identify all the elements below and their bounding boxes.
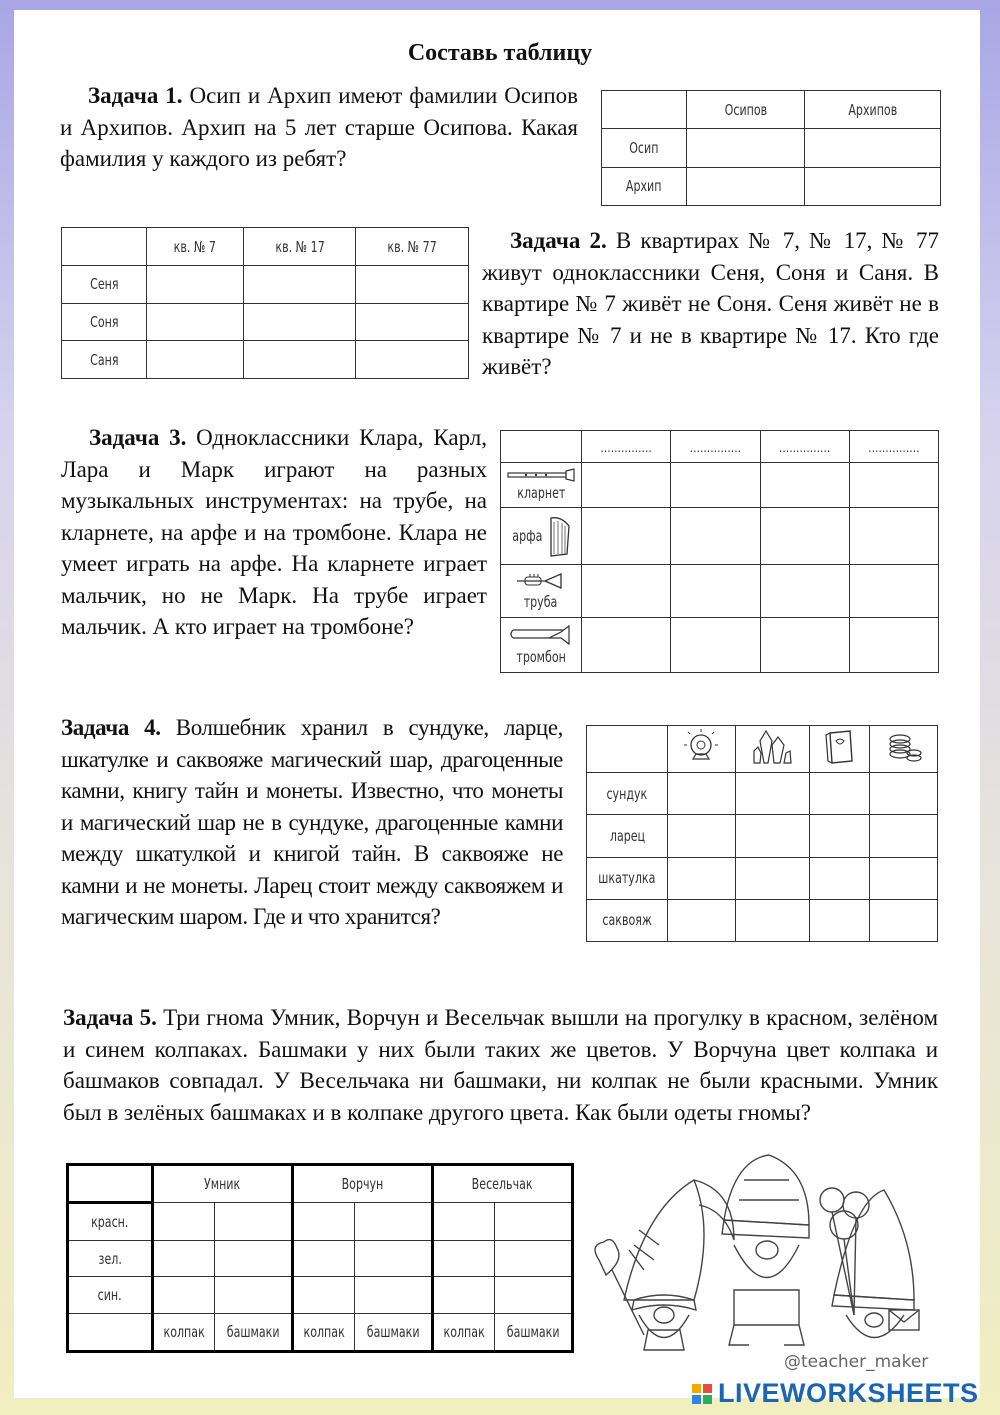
task3-text xyxy=(61,422,487,643)
column-header[interactable]: ............... xyxy=(760,431,849,463)
answer-cell[interactable] xyxy=(870,773,938,815)
row-header: Саня xyxy=(62,341,147,379)
task5-label: Задача 5. xyxy=(63,1005,157,1030)
column-header: кв. № 7 xyxy=(147,228,244,266)
task4-table xyxy=(586,725,938,942)
gnome-right-icon xyxy=(820,1188,919,1338)
row-header: син. xyxy=(68,1277,153,1313)
answer-cell[interactable] xyxy=(668,773,736,815)
sub-header: колпак xyxy=(292,1313,354,1351)
answer-cell[interactable] xyxy=(735,815,809,857)
answer-cell[interactable] xyxy=(354,1203,432,1241)
row-label: тромбон xyxy=(516,647,566,666)
answer-cell[interactable] xyxy=(292,1241,354,1277)
task4-body: Волшебник хранил в сундуке, ларце, шкатулке и саквояже магический шар, драгоценные камни, книгу тайн и монеты. Известно, что монеты и магический шар не в сундуке, драгоценные камни между шкатулкой и книгой тайн. В саквояже не камни и не монеты. Ларец стоит между саквояжем и магическим шаром. Где и что хранится? xyxy=(61,715,563,929)
answer-cell[interactable] xyxy=(147,266,244,304)
task2-body: В квартирах № 7, № 17, № 77 живут одноклассники Сеня, Соня и Саня. В квартире № 7 живёт не Соня. Сеня живёт не в квартире № 7 и не в квартире № 17. Кто где живёт? xyxy=(482,228,940,379)
answer-cell[interactable] xyxy=(668,899,736,941)
task1-label: Задача 1. xyxy=(88,83,183,108)
answer-cell[interactable] xyxy=(870,857,938,899)
answer-cell[interactable] xyxy=(849,565,938,618)
corner-cell xyxy=(68,1165,153,1203)
task3-body: Одноклассники Клара, Карл, Лара и Марк играют на разных музыкальных инструментах: на трубе, на кларнете, на арфе и на тромбоне. Клара не умеет играть на арфе. На кларнете играет мальчик, но не Марк. На трубе играет мальчик. А кто играет на тромбоне? xyxy=(61,425,487,639)
task3-table xyxy=(500,430,939,673)
row-header: красн. xyxy=(68,1203,153,1241)
row-header xyxy=(501,507,582,565)
column-header: кв. № 17 xyxy=(243,228,356,266)
brand-name: LIVEWORKSHEETS xyxy=(718,1378,979,1408)
answer-cell[interactable] xyxy=(494,1277,572,1313)
row-label: труба xyxy=(524,593,558,612)
answer-cell[interactable] xyxy=(735,773,809,815)
answer-cell[interactable] xyxy=(356,303,469,341)
column-header: Архипов xyxy=(805,91,941,129)
row-label: кларнет xyxy=(516,483,566,502)
book-icon xyxy=(822,727,858,767)
gnome-center-icon xyxy=(722,1155,809,1345)
trombone-icon xyxy=(509,624,573,646)
clarinet-icon xyxy=(506,468,576,482)
task2-table xyxy=(61,227,469,379)
answer-cell[interactable] xyxy=(687,129,805,168)
answer-cell[interactable] xyxy=(582,463,671,508)
gems-icon xyxy=(750,727,794,767)
answer-cell[interactable] xyxy=(153,1277,215,1313)
liveworksheets-icon xyxy=(692,1384,712,1404)
answer-cell[interactable] xyxy=(147,303,244,341)
task5-body: Три гнома Умник, Ворчун и Весельчак вышли на прогулку в красном, зелёном и синем колпаках. Башмаки у них были таких же цветов. У Ворчуна цвет колпака и башмаков совпадал. У Весельчака ни башмаки, ни колпак не были красными. Умник был в зелёных башмаках и в колпаке другого цвета. Как были одеты гномы? xyxy=(63,1005,939,1125)
answer-cell[interactable] xyxy=(760,507,849,565)
answer-cell[interactable] xyxy=(809,899,870,941)
task3-label: Задача 3. xyxy=(89,425,187,450)
answer-cell[interactable] xyxy=(671,565,760,618)
answer-cell[interactable] xyxy=(153,1203,215,1241)
answer-cell[interactable] xyxy=(356,266,469,304)
task1-text xyxy=(60,80,578,175)
answer-cell[interactable] xyxy=(356,341,469,379)
row-header: Архип xyxy=(602,167,687,206)
column-header xyxy=(870,726,938,773)
column-header xyxy=(735,726,809,773)
sub-header: колпак xyxy=(432,1313,494,1351)
answer-cell[interactable] xyxy=(147,341,244,379)
trumpet-icon xyxy=(515,571,567,591)
column-header[interactable]: ............... xyxy=(849,431,938,463)
answer-cell[interactable] xyxy=(735,857,809,899)
answer-cell[interactable] xyxy=(292,1203,354,1241)
page-title: Составь таблицу xyxy=(407,40,593,66)
gnome-header: Умник xyxy=(153,1165,293,1203)
row-header: зел. xyxy=(68,1241,153,1277)
task4-text xyxy=(61,712,563,933)
answer-cell[interactable] xyxy=(809,815,870,857)
answer-cell[interactable] xyxy=(760,565,849,618)
answer-cell[interactable] xyxy=(243,266,356,304)
answer-cell[interactable] xyxy=(687,167,805,206)
answer-cell[interactable] xyxy=(849,507,938,565)
answer-cell[interactable] xyxy=(809,773,870,815)
answer-cell[interactable] xyxy=(494,1203,572,1241)
author-handle: @teacher_maker xyxy=(784,1352,929,1372)
answer-cell[interactable] xyxy=(870,899,938,941)
row-header xyxy=(501,565,582,618)
answer-cell[interactable] xyxy=(582,617,671,672)
row-header xyxy=(501,463,582,508)
row-header: Осип xyxy=(602,129,687,168)
sub-header: башмаки xyxy=(494,1313,572,1351)
sub-header: колпак xyxy=(153,1313,215,1351)
column-header xyxy=(809,726,870,773)
column-header[interactable]: ............... xyxy=(582,431,671,463)
answer-cell[interactable] xyxy=(494,1241,572,1277)
answer-cell[interactable] xyxy=(214,1203,292,1241)
answer-cell[interactable] xyxy=(214,1241,292,1277)
answer-cell[interactable] xyxy=(849,463,938,508)
row-header: саквояж xyxy=(587,899,668,941)
corner-cell xyxy=(62,228,147,266)
sub-header: башмаки xyxy=(214,1313,292,1351)
answer-cell[interactable] xyxy=(214,1277,292,1313)
gnome-header: Ворчун xyxy=(292,1165,432,1203)
crystal-ball-icon xyxy=(681,727,721,767)
answer-cell[interactable] xyxy=(805,129,941,168)
task5-table xyxy=(66,1163,574,1353)
harp-icon xyxy=(547,514,573,558)
task2-label: Задача 2. xyxy=(510,228,607,253)
corner-cell xyxy=(68,1313,153,1351)
task2-text xyxy=(482,225,939,383)
gnome-left-icon xyxy=(595,1180,734,1350)
answer-cell[interactable] xyxy=(809,857,870,899)
answer-cell[interactable] xyxy=(432,1277,494,1313)
answer-cell[interactable] xyxy=(354,1277,432,1313)
answer-cell[interactable] xyxy=(760,463,849,508)
answer-cell[interactable] xyxy=(668,815,736,857)
sub-header: башмаки xyxy=(354,1313,432,1351)
column-header xyxy=(668,726,736,773)
answer-cell[interactable] xyxy=(582,565,671,618)
corner-cell xyxy=(602,91,687,129)
answer-cell[interactable] xyxy=(243,341,356,379)
coins-icon xyxy=(884,729,924,765)
corner-cell xyxy=(501,431,582,463)
row-header: Соня xyxy=(62,303,147,341)
answer-cell[interactable] xyxy=(671,507,760,565)
answer-cell[interactable] xyxy=(671,463,760,508)
row-header: шкатулка xyxy=(587,857,668,899)
answer-cell[interactable] xyxy=(870,815,938,857)
liveworksheets-logo[interactable] xyxy=(692,1378,979,1409)
task5-text xyxy=(63,1002,938,1128)
answer-cell[interactable] xyxy=(668,857,736,899)
answer-cell[interactable] xyxy=(432,1203,494,1241)
task1-body: Осип и Архип имеют фамилии Осипов и Архипов. Архип на 5 лет старше Осипова. Какая фамилия у каждого из ребят? xyxy=(60,83,579,171)
answer-cell[interactable] xyxy=(582,507,671,565)
row-header: ларец xyxy=(587,815,668,857)
row-label: арфа xyxy=(511,527,543,546)
answer-cell[interactable] xyxy=(292,1277,354,1313)
answer-cell[interactable] xyxy=(735,899,809,941)
row-header: сундук xyxy=(587,773,668,815)
gnome-header: Весельчак xyxy=(432,1165,572,1203)
answer-cell[interactable] xyxy=(432,1241,494,1277)
column-header: кв. № 77 xyxy=(356,228,469,266)
answer-cell[interactable] xyxy=(354,1241,432,1277)
column-header: Осипов xyxy=(687,91,805,129)
answer-cell[interactable] xyxy=(153,1241,215,1277)
task4-label: Задача 4. xyxy=(61,715,161,740)
row-header xyxy=(501,617,582,672)
answer-cell[interactable] xyxy=(805,167,941,206)
answer-cell[interactable] xyxy=(671,617,760,672)
task1-table xyxy=(601,90,941,206)
gnomes-illustration xyxy=(584,1150,944,1360)
corner-cell xyxy=(587,726,668,773)
column-header[interactable]: ............... xyxy=(671,431,760,463)
answer-cell[interactable] xyxy=(849,617,938,672)
row-header: Сеня xyxy=(62,266,147,304)
answer-cell[interactable] xyxy=(760,617,849,672)
answer-cell[interactable] xyxy=(243,303,356,341)
